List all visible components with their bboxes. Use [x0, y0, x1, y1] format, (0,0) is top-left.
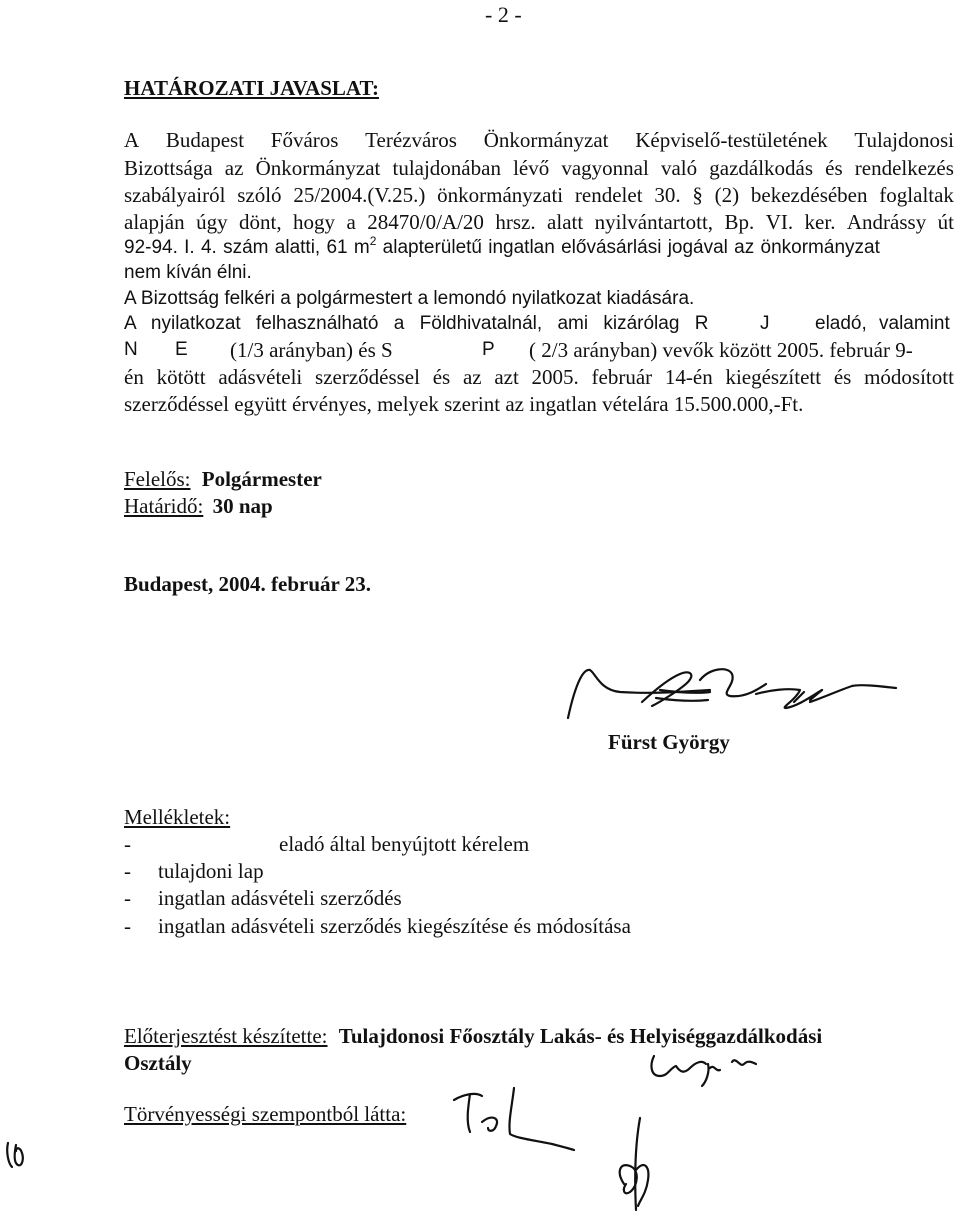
responsible-row [124, 467, 322, 492]
deadline-value: 30 nap [212, 494, 273, 518]
paragraph-line: A Bizottság felkéri a polgármestert a lemondó nyilatkozat kiadására. [124, 288, 695, 309]
paragraph-line: 92-94. I. 4. szám alatti, 61 $m^2$ alapterületű ingatlan elővásárlási jogával az önkormányzat [124, 234, 880, 258]
attachments-label: Mellékletek: [124, 805, 231, 829]
paragraph-line: nem kíván élni. [124, 262, 252, 283]
responsible-value: Polgármester [201, 467, 322, 491]
signatory-name: Fürst György [608, 730, 730, 754]
responsible-label: Felelős: [124, 467, 191, 491]
page-title: HATÁROZATI JAVASLAT: [124, 76, 379, 100]
initials-image [640, 1042, 760, 1092]
paragraph-line: A nyilatkozat felhasználható a Földhivatalnál, ami kizárólag R J eladó, valamint [124, 313, 950, 334]
paragraph-line: alapján úgy dönt, hogy a 28470/0/A/20 hrsz. alatt nyilvántartott, Bp. VI. ker. Andrássy út [124, 210, 954, 234]
list-item: - ingatlan adásvételi szerződés [124, 886, 402, 910]
page-number: - 2 - [485, 2, 522, 27]
prepared-by-value: Tulajdonosi Főosztály Lakás- és Helyiséggazdálkodási [338, 1024, 823, 1048]
list-item: - tulajdoni lap [124, 859, 264, 883]
paragraph-line: szerződéssel együtt érvényes, melyek szerint az ingatlan vételára 15.500.000,-Ft. [124, 392, 804, 416]
deadline-row [124, 494, 273, 519]
list-item: - eladó által benyújtott kérelem [124, 832, 530, 856]
bottom-signature-image [600, 1110, 680, 1220]
prepared-by-value-line2: Osztály [124, 1051, 192, 1075]
legality-signature-image [442, 1078, 582, 1158]
paragraph-line: N E (1/3 arányban) és S P ( 2/3 arányban) vevők között 2005. február 9- [124, 338, 913, 362]
paragraph-line: Bizottsága az Önkormányzat tulajdonában lévő vagyonnal való gazdálkodás és rendelkezés [124, 156, 954, 180]
paragraph-line: A Budapest Főváros Terézváros Önkormányzat Képviselő-testületének Tulajdonosi [124, 128, 954, 152]
place-date: Budapest, 2004. február 23. [124, 572, 371, 596]
signature-image [560, 650, 900, 740]
legality-label: Törvényességi szempontból látta: [124, 1102, 407, 1126]
list-item: - ingatlan adásvételi szerződés kiegészítése és módosítása [124, 914, 631, 938]
prepared-by-label: Előterjesztést készítette: [124, 1024, 328, 1048]
deadline-label: Határidő: [124, 494, 204, 518]
paragraph-line: én kötött adásvételi szerződéssel és az azt 2005. február 14-én kiegészített és módosított [124, 365, 954, 389]
paragraph-line: szabályairól szóló 25/2004.(V.25.) önkormányzati rendelet 30. § (2) bekezdésében foglaltak [124, 183, 954, 207]
margin-mark-image [2, 1135, 32, 1175]
